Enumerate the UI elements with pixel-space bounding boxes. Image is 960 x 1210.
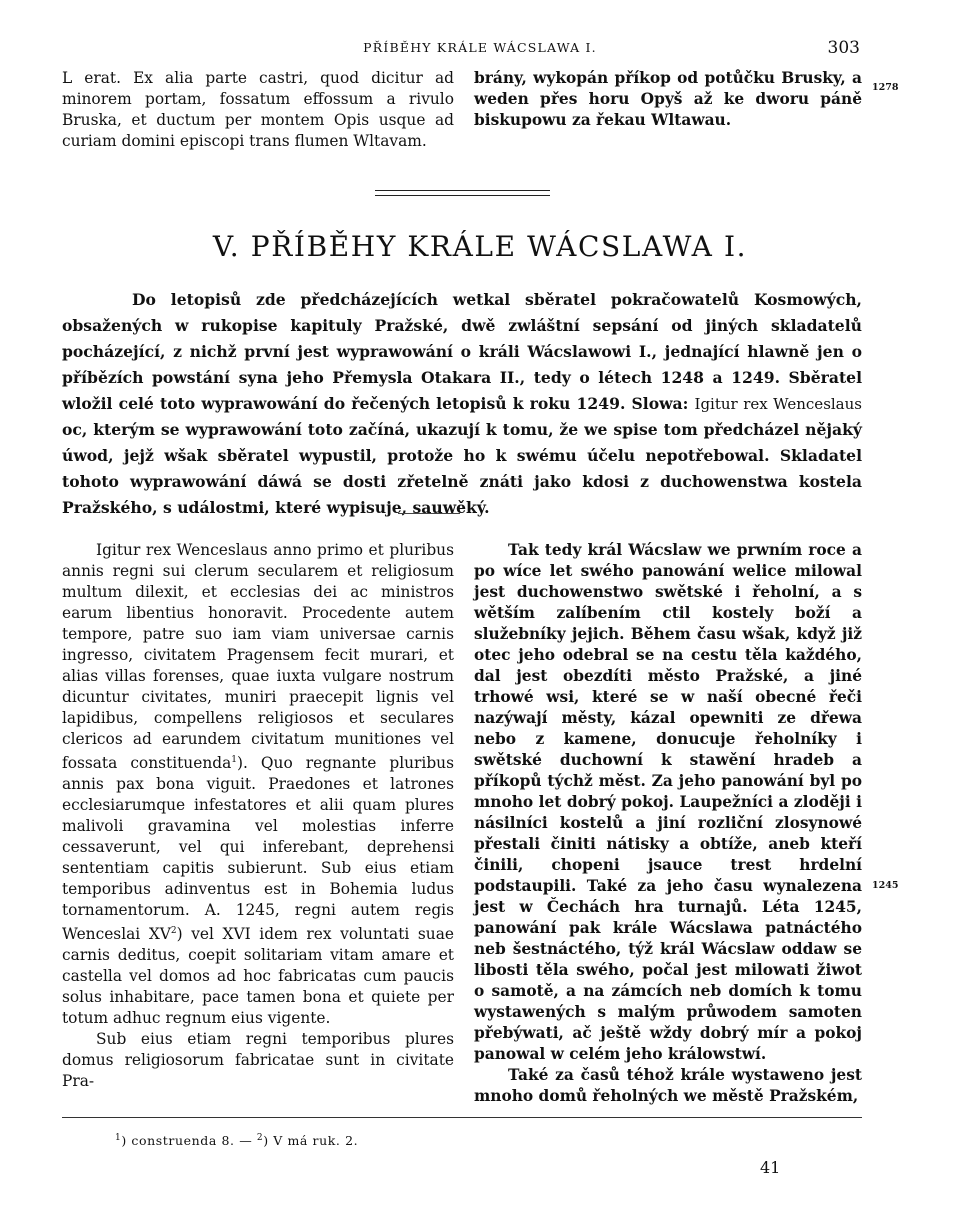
running-head: PŘÍBĚHY KRÁLE WÁCSLAWA I. xyxy=(363,40,597,55)
section-divider xyxy=(375,190,550,196)
latin-text-a: Igitur rex Wenceslaus anno primo et pluribus annis regni sui clerum secularem et religiosum multum dilexit, et ecclesias dei ac ministros earum libentius honoravit. Procedente autem tempore, patre suo iam viam universae carnis ingresso, civitatem Pragensem fecit murari, et alias villas forenses, quae iuxta vulgare nostrum dicuntur civitates, muniri praecepit lignis vel lapidibus, compellens religiosos et seculares clericos ad earundem civitatum munitiones vel fossata constituenda xyxy=(62,541,454,773)
footnote-ref-2: 2 xyxy=(170,926,177,937)
margin-year-1278: 1278 xyxy=(872,82,899,93)
latin-text-c: ) vel XVI idem rex voluntati suae carnis deditus, coepit solitariam vitam amare et castella vel domos ad hoc fabricatas cum paucis solus inhabitare, pace tamen bona et quiete per totum adhuc regnum eius vigente. xyxy=(62,925,454,1028)
czech-paragraph-1: Tak tedy král Wácslaw we prwním roce a po wíce let swého panowání welice milowal jest duchowenstwo swětské i řeholní, a s wětším zalíbením ctil kostely boží a služebníky jejich. Během času wšak, když již otec jeho odebral se na cestu těla každého, dal jest obezdíti město Pražské, a jiné trhowé wsi, které se w naší obecné řeči nazýwají městy, kázal opewniti ze dřewa nebo z kamene, donucuje řeholníky i swětské duchowní k stawění hradeb a příkopů týchž měst. Za jeho panowání byl po mnoho let dobrý pokoj. Laupežníci a zloději i násilníci kostelů a jiní rozliční zlosynowé přestali činiti nátisky a obtíže, aneb kteří činili, chopeni jsauce trest hrdelní podstaupili. Také za jeho času wynalezena jest w Čechách hra turnajů. Léta 1245, panowání pak krále Wácslawa patnáctého neb šestnáctého, týž král Wácslaw oddaw se libosti těla swého, počal jest milowati žiwot o samotě, a na zámcích neb domích k tomu wystawených s malým průwodem samoten přebýwati, ač ještě wždy dobrý mír a pokoj panowal w celém jeho králowstwí. xyxy=(474,541,862,1063)
top-czech-fragment xyxy=(474,68,862,131)
top-czech-text: brány, wykopán příkop od potůčku Brusky, a weden přes horu Opyš až ke dworu páně biskupowu za řekau Wltawau. xyxy=(474,69,862,129)
signature-mark: 41 xyxy=(760,1158,781,1177)
intro-paragraph xyxy=(62,287,862,521)
latin-paragraph-2: Sub eius etiam regni temporibus plures domus religiosorum fabricatae sunt in civitate Pra- xyxy=(62,1030,454,1091)
page-number: 303 xyxy=(827,38,860,58)
intro-divider xyxy=(398,513,460,514)
intro-text-2: oc, kterým se wyprawowání toto začíná, ukazují k tomu, že we spise tom předcházel nějaký úwod, jejž wšak sběratel wypustil, protože ho k swému účelu nepotřebowal. Skladatel tohoto wyprawowání dáwá se dosti zřetelně znáti jako kdosi z duchowenstwa kostela Pražského, s událostmi, které wypisuje, sauwěký. xyxy=(62,420,862,517)
top-latin-fragment xyxy=(62,68,454,152)
footnote-text-1: ) construenda 8. — xyxy=(121,1133,257,1149)
intro-latin-quote: Igitur rex Wenceslaus xyxy=(694,395,862,413)
top-latin-text: L erat. Ex alia parte castri, quod dicitur ad minorem portam, fossatum effossum a rivulo Bruska, et ductum per montem Opis usque ad curiam domini episcopi trans flumen Wltavam. xyxy=(62,69,454,150)
intro-text-1: Do letopisů zde předcházejících wetkal sběratel pokračowatelů Kosmowých, obsažených w rukopise kapituly Pražské, dwě zwláštní sepsání od jiných skladatelů pocházející, z nichž první jest wyprawowání o králi Wácslawowi I., jednající hlawně jen o příbězích powstání syna jeho Přemysla Otakara II., tedy o létech 1248 a 1249. Sběratel wložil celé toto wyprawowání do řečených letopisů k roku 1249. Slowa: xyxy=(62,290,862,413)
footnote-mark-1: 1 xyxy=(115,1133,122,1143)
czech-column xyxy=(474,540,862,1107)
section-title: V. PŘÍBĚHY KRÁLE WÁCSLAWA I. xyxy=(212,230,748,263)
czech-paragraph-2: Také za časů téhož krále wystaweno jest mnoho domů řeholných we městě Pražském, xyxy=(474,1066,862,1105)
footnote xyxy=(115,1133,358,1148)
latin-text-b: ). Quo regnante pluribus annis pax bona viguit. Praedones et latrones ecclesiarumque infestatores et alii quam plures malivoli gravamina vel molestias inferre cessaverunt, vel qui inferebant, deprehensi sententiam capitis subierunt. Sub eius etiam temporibus adinventus est in Bohemia ludus tornamentorum. A. 1245, regni autem regis Wenceslai XV xyxy=(62,754,454,944)
latin-paragraph-1 xyxy=(62,540,454,1029)
margin-year-1245: 1245 xyxy=(872,880,899,891)
footnote-text-2: ) V má ruk. 2. xyxy=(263,1133,359,1149)
footnote-ref-1: 1 xyxy=(231,755,237,765)
footnote-rule xyxy=(62,1117,862,1118)
footnote-mark-2: 2 xyxy=(256,1133,264,1143)
latin-column xyxy=(62,540,454,1092)
